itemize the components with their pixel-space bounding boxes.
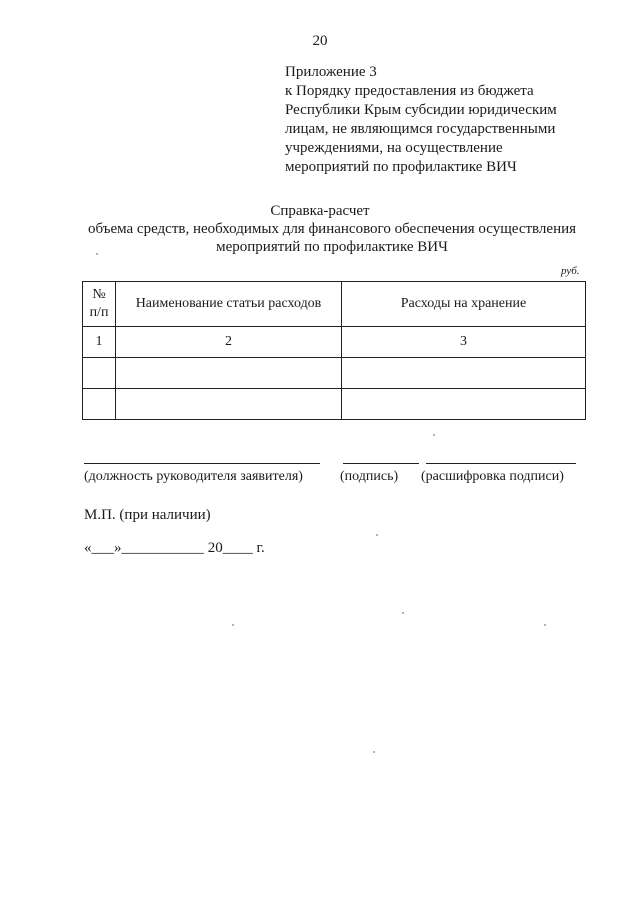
appendix-line: учреждениями, на осуществление (285, 140, 503, 156)
table-cell[interactable] (116, 389, 342, 420)
column-number: 3 (342, 327, 586, 358)
expenses-table (82, 281, 586, 420)
page-number: 20 (312, 33, 328, 49)
signature-label: (подпись) (340, 469, 399, 484)
table-cell[interactable] (342, 389, 586, 420)
appendix-line: лицам, не являющимся государственными (285, 121, 556, 137)
scan-speck (373, 751, 375, 753)
date-line: «___»___________ 20____ г. (84, 540, 265, 556)
decoding-signature-line[interactable] (426, 463, 576, 464)
table-cell[interactable] (83, 358, 116, 389)
table-cell[interactable] (83, 389, 116, 420)
scan-speck (376, 534, 378, 536)
appendix-line: мероприятий по профилактике ВИЧ (285, 159, 517, 175)
appendix-line: Приложение 3 (285, 64, 377, 80)
table-row (83, 358, 586, 389)
table-row (83, 389, 586, 420)
column-number-row (83, 327, 586, 358)
scan-speck (96, 253, 98, 255)
title-line-2: мероприятий по профилактике ВИЧ (216, 239, 448, 255)
header-number: № п/п (83, 282, 116, 327)
document-title (0, 202, 640, 256)
decoding-label: (расшифровка подписи) (421, 469, 564, 484)
signature-line[interactable] (343, 463, 419, 464)
currency-note: руб. (561, 265, 580, 277)
title-heading: Справка-расчет (270, 203, 370, 219)
column-number: 1 (83, 327, 116, 358)
table-header-row (83, 282, 586, 327)
appendix-note (285, 63, 557, 177)
scan-speck (544, 624, 546, 626)
appendix-line: Республики Крым субсидии юридическим (285, 102, 557, 118)
position-label: (должность руководителя заявителя) (84, 469, 303, 484)
appendix-line: к Порядку предоставления из бюджета (285, 83, 534, 99)
scan-speck (402, 612, 404, 614)
scan-speck (433, 434, 435, 436)
table-cell[interactable] (342, 358, 586, 389)
stamp-note: М.П. (при наличии) (84, 507, 211, 523)
position-signature-line[interactable] (84, 463, 320, 464)
title-line-1: объема средств, необходимых для финансового обеспечения осуществления (87, 221, 577, 237)
table-cell[interactable] (116, 358, 342, 389)
header-expense-item: Наименование статьи расходов (116, 282, 342, 327)
scan-speck (232, 624, 234, 626)
header-storage-costs: Расходы на хранение (342, 282, 586, 327)
column-number: 2 (116, 327, 342, 358)
